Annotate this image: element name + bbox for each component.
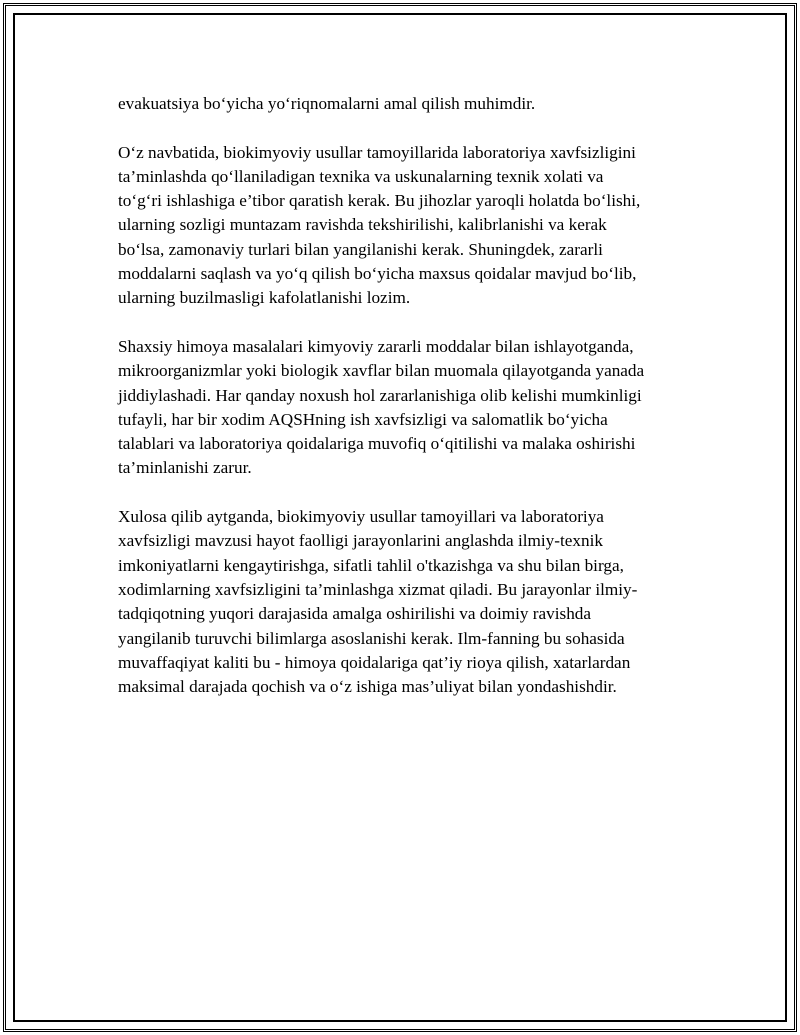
paragraph-4: Xulosa qilib aytganda, biokimyoviy usullar tamoyillari va laboratoriya xavfsizligi mavzusi hayot faolligi jarayonlarini anglashda ilmiy-texnik imkoniyatlarni kengaytirishga, sifatli tahlil o'tkazishga va shu bilan birga, xodimlarning xavfsizligini ta’minlashga xizmat qiladi. Bu jarayonlar ilmiy- tadqiqotning yuqori darajasida amalga oshirilishi va doimiy ravishda yangilanib turuvchi bilimlarga asoslanishi kerak. Ilm-fanning bu sohasida muvaffaqiyat kaliti bu - himoya qoidalariga qat’iy rioya qilish, xatarlardan maksimal darajada qochish va o‘z ishiga mas’uliyat bilan yondashishdir. bbox=[118, 507, 638, 697]
paragraph-1: evakuatsiya bo‘yicha yo‘riqnomalarni amal qilish muhimdir. bbox=[118, 94, 536, 113]
paragraph-2: O‘z navbatida, biokimyoviy usullar tamoyillarida laboratoriya xavfsizligini ta’minlashda qo‘llaniladigan texnika va uskunalarning texnik xolati va to‘g‘ri ishlashiga e’tibor qaratish kerak. Bu jihozlar yaroqli holatda bo‘lishi, ularning sozligi muntazam ravishda tekshirilishi, kalibrlanishi va kerak bo‘lsa, zamonaviy turlari bilan yangilanishi kerak. Shuningdek, zararli moddalarni saqlash va yo‘q qilish bo‘yicha maxsus qoidalar mavjud bo‘lib, ularning buzilmasligi kafolatlanishi lozim. bbox=[118, 142, 641, 308]
document-body bbox=[118, 92, 688, 724]
paragraph-3: Shaxsiy himoya masalalari kimyoviy zararli moddalar bilan ishlayotganda, mikroorganizmlar yoki biologik xavflar bilan muomala qilayotganda yanada jiddiylashadi. Har qanday noxush hol zararlanishiga olib kelishi mumkinligi tufayli, har bir xodim AQSHning ish xavfsizligi va salomatlik bo‘yicha talablari va laboratoriya qoidalariga muvofiq o‘qitilishi va malaka oshirishi ta’minlanishi zarur. bbox=[118, 336, 645, 478]
